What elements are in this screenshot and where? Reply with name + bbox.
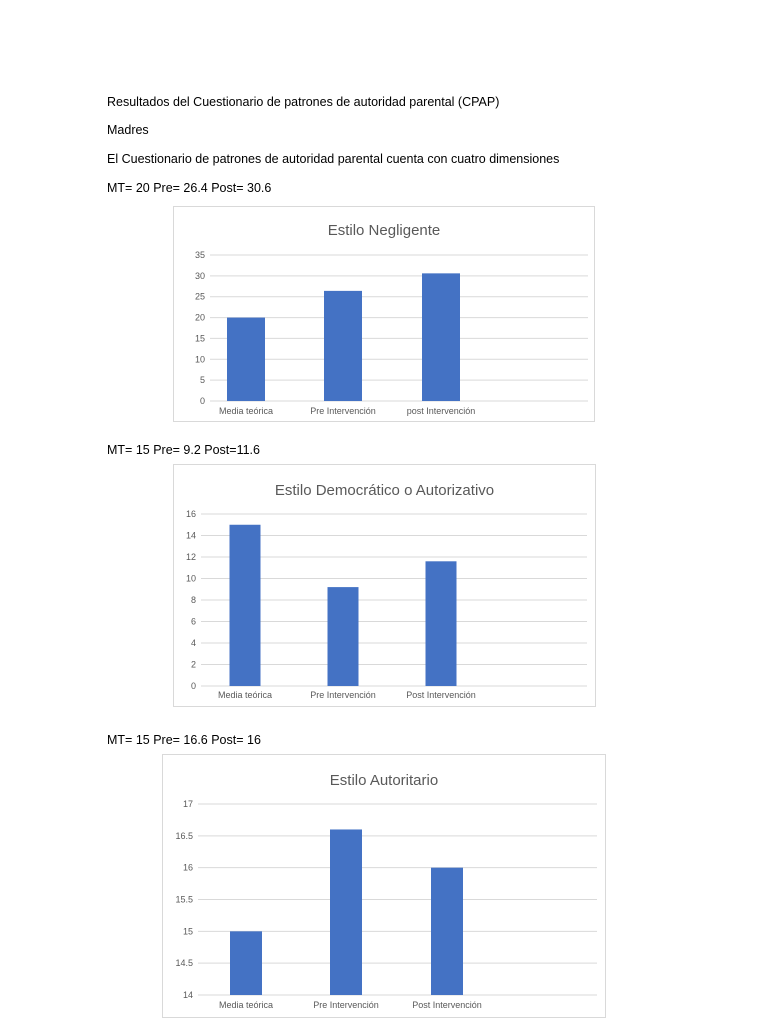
category-label: Pre Intervención [310,690,376,700]
bar [324,291,362,401]
y-tick-label: 14.5 [175,958,193,969]
document-heading: Resultados del Cuestionario de patrones de autoridad parental (CPAP) [107,95,500,109]
y-tick-label: 16 [182,862,193,873]
y-tick-label: 0 [190,681,196,691]
bar [422,273,460,401]
category-label: Pre Intervención [310,406,376,416]
chart-autoritario [162,754,606,1018]
y-tick-label: 14 [185,530,196,541]
chart-title: Estilo Democrático o Autorizativo [274,482,495,499]
summary-negligente: MT= 20 Pre= 26.4 Post= 30.6 [107,181,272,195]
chart-autoritario-svg [163,755,605,1017]
y-tick-label: 10 [185,573,196,584]
document-description: El Cuestionario de patrones de autoridad parental cuenta con cuatro dimensiones [107,152,560,166]
y-tick-label: 15.5 [175,894,193,905]
summary-democratico: MT= 15 Pre= 9.2 Post=11.6 [107,443,260,457]
y-tick-label: 17 [182,799,193,809]
y-tick-label: 20 [194,312,205,323]
chart-negligente [173,206,595,422]
category-label: Media teórica [218,1000,274,1010]
bar [230,931,262,995]
y-tick-label: 6 [190,616,196,627]
y-tick-label: 15 [194,333,205,344]
category-label: post Intervención [406,406,476,416]
chart-title: Estilo Autoritario [329,772,439,789]
bar [426,561,457,686]
category-label: Media teórica [217,690,273,700]
y-tick-label: 8 [190,595,196,605]
y-tick-label: 10 [194,354,205,365]
y-tick-label: 25 [194,291,205,302]
category-label: Post Intervención [406,690,476,700]
chart-title: Estilo Negligente [327,222,441,239]
y-tick-label: 16 [185,509,196,519]
chart-negligente-svg [174,207,594,421]
y-tick-label: 0 [199,396,205,406]
category-label: Pre Intervención [313,1000,379,1010]
bar [431,868,463,995]
y-tick-label: 35 [194,250,205,260]
bar [330,829,362,995]
bar [227,318,265,401]
y-tick-label: 16.5 [175,830,193,841]
bar [230,525,261,686]
y-tick-label: 30 [194,270,205,281]
category-label: Media teórica [218,406,274,416]
chart-democratico [173,464,596,707]
y-tick-label: 14 [182,990,193,1000]
chart-democratico-svg [174,465,595,706]
y-tick-label: 5 [199,375,205,386]
y-tick-label: 12 [185,552,196,562]
bar [328,587,359,686]
summary-autoritario: MT= 15 Pre= 16.6 Post= 16 [107,733,261,747]
document-subheading: Madres [107,123,149,137]
y-tick-label: 4 [190,638,196,648]
category-label: Post Intervención [412,1000,482,1010]
y-tick-label: 2 [190,659,196,670]
y-tick-label: 15 [182,926,193,937]
